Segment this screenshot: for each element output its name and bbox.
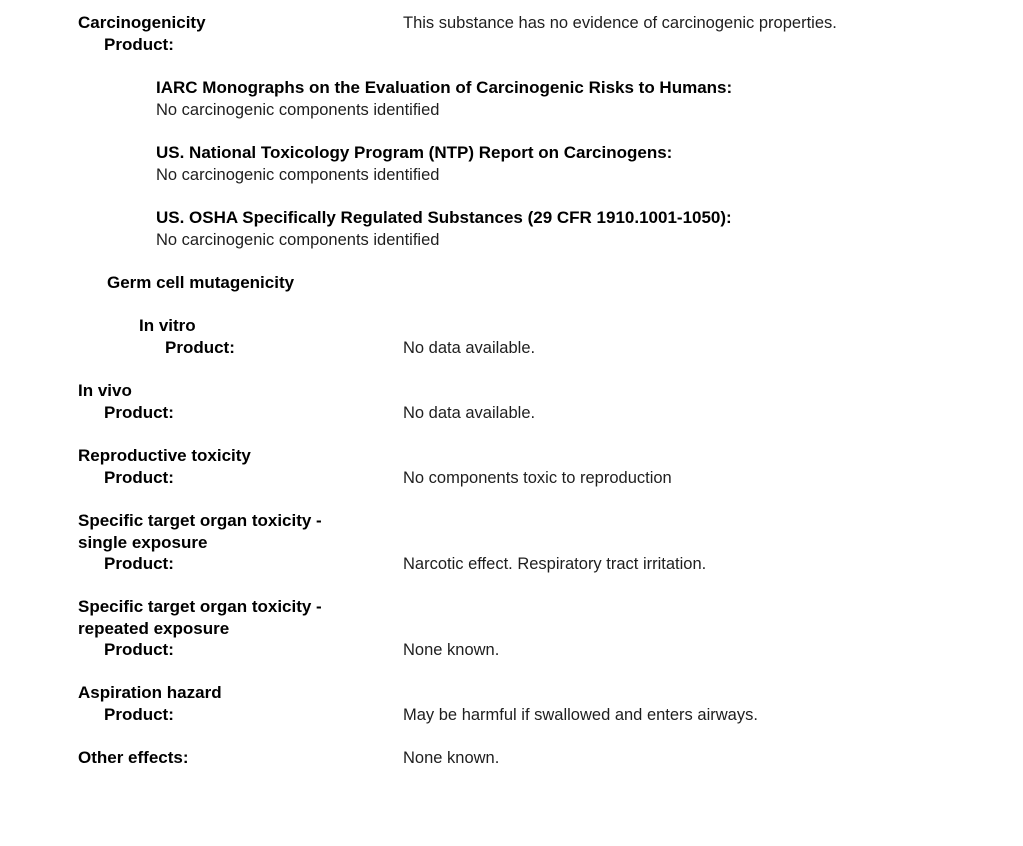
osha-value: No carcinogenic components identified xyxy=(156,231,440,249)
reproductive-product-label: Product: xyxy=(104,468,174,487)
stot-repeated-heading-line1: Specific target organ toxicity - xyxy=(78,597,322,616)
in-vivo-product-value: No data available. xyxy=(403,404,536,422)
stot-repeated-product-label: Product: xyxy=(104,640,174,659)
iarc-value: No carcinogenic components identified xyxy=(156,101,440,119)
carcinogenicity-product-value: This substance has no evidence of carcinogenic properties. xyxy=(403,14,837,32)
ntp-heading: US. National Toxicology Program (NTP) Report on Carcinogens: xyxy=(156,143,673,162)
osha-heading: US. OSHA Specifically Regulated Substances (29 CFR 1910.1001-1050): xyxy=(156,208,732,227)
ntp-value: No carcinogenic components identified xyxy=(156,166,440,184)
in-vivo-heading: In vivo xyxy=(78,381,132,400)
carcinogenicity-product-label: Product: xyxy=(104,35,174,54)
in-vivo-product-label: Product: xyxy=(104,403,174,422)
stot-single-heading-line2: single exposure xyxy=(78,533,208,552)
aspiration-product-label: Product: xyxy=(104,705,174,724)
stot-single-product-value: Narcotic effect. Respiratory tract irritation. xyxy=(403,555,707,573)
reproductive-heading: Reproductive toxicity xyxy=(78,446,251,465)
in-vitro-product-label: Product: xyxy=(165,338,235,357)
germ-cell-heading: Germ cell mutagenicity xyxy=(107,273,295,292)
reproductive-product-value: No components toxic to reproduction xyxy=(403,469,672,487)
stot-repeated-product-value: None known. xyxy=(403,641,500,659)
other-effects-label: Other effects: xyxy=(78,748,189,767)
stot-repeated-heading-line2: repeated exposure xyxy=(78,619,230,638)
aspiration-heading: Aspiration hazard xyxy=(78,683,222,702)
stot-single-heading-line1: Specific target organ toxicity - xyxy=(78,511,322,530)
iarc-heading: IARC Monographs on the Evaluation of Carcinogenic Risks to Humans: xyxy=(156,78,733,97)
stot-single-product-label: Product: xyxy=(104,554,174,573)
in-vitro-product-value: No data available. xyxy=(403,339,536,357)
carcinogenicity-heading: Carcinogenicity xyxy=(78,13,206,32)
aspiration-product-value: May be harmful if swallowed and enters airways. xyxy=(403,706,758,724)
other-effects-value: None known. xyxy=(403,749,500,767)
in-vitro-heading: In vitro xyxy=(139,316,196,335)
